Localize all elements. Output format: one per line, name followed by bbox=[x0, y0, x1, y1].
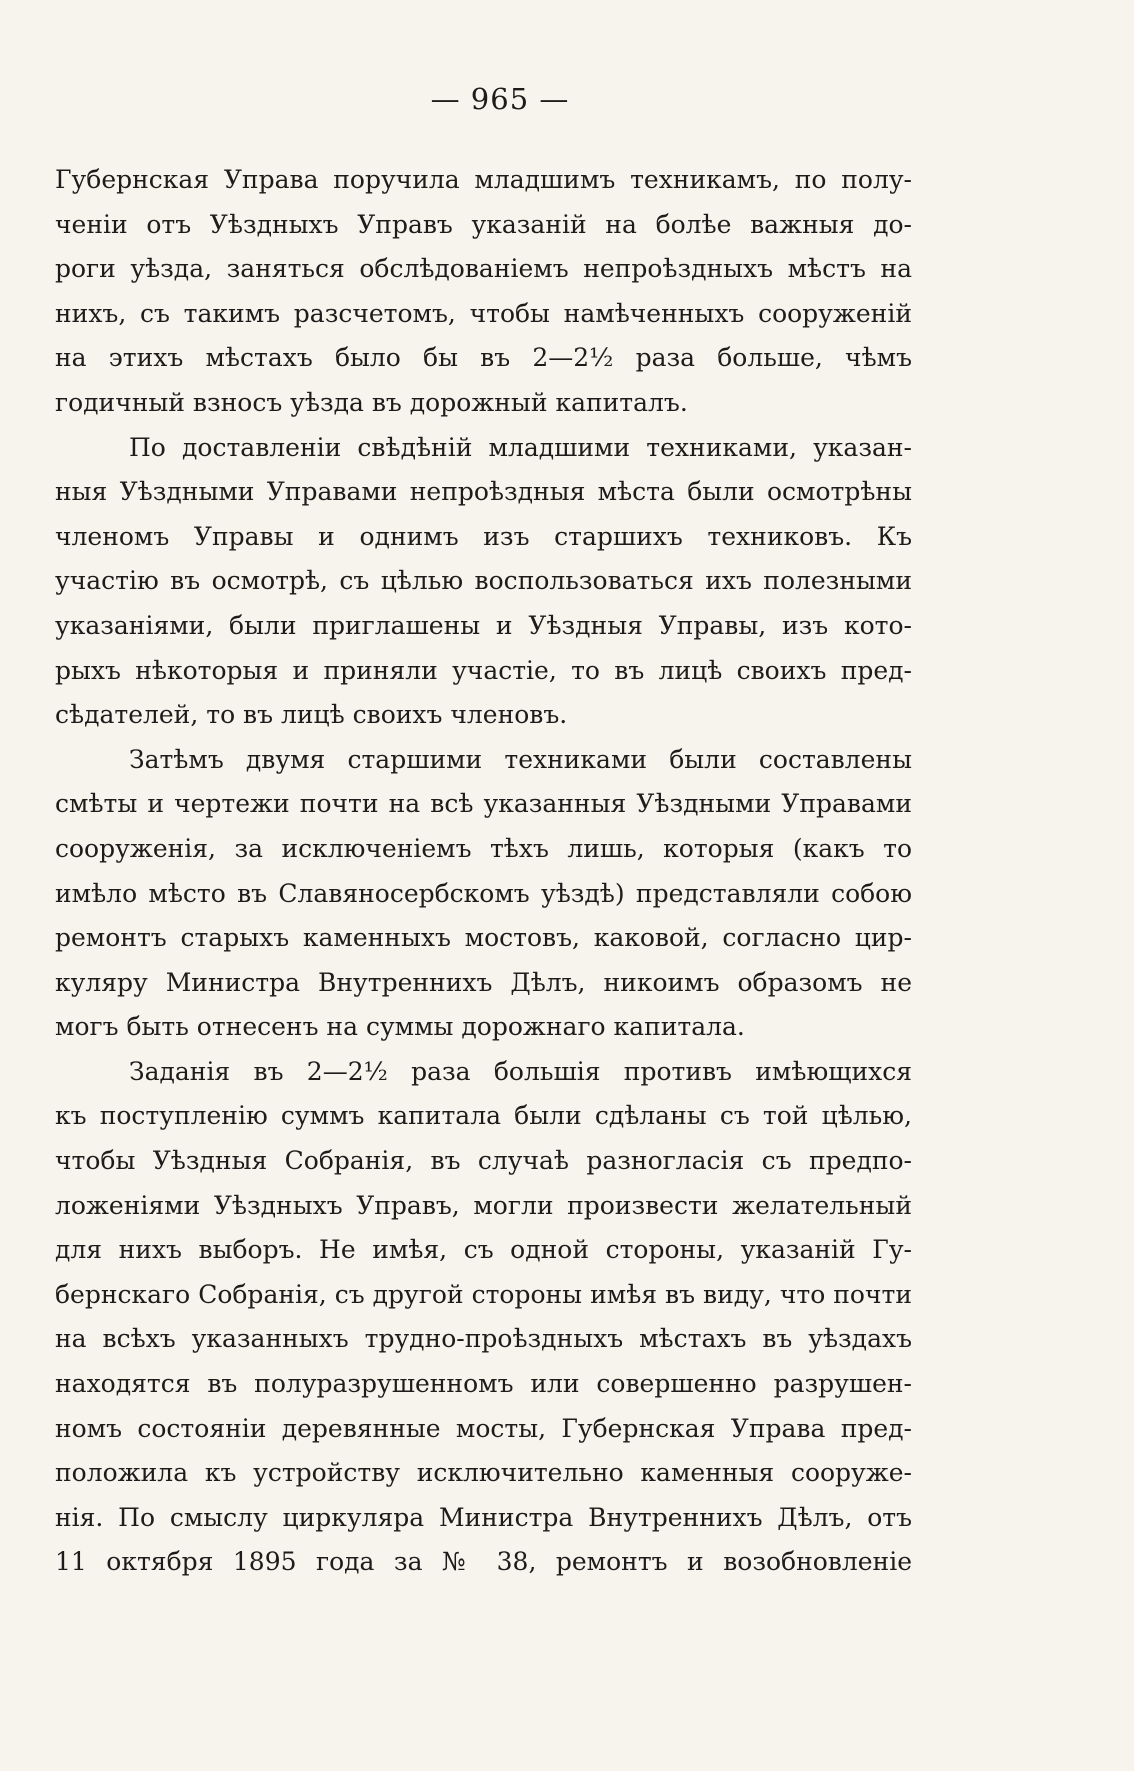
paragraph-start-line: По доставленіи свѣдѣній младшими техниками, указан- bbox=[129, 432, 912, 462]
page-number: — 965 — bbox=[430, 82, 570, 116]
text-line: къ поступленію суммъ капитала были сдѣланы съ той цѣлью, bbox=[55, 1101, 912, 1131]
text-line: на этихъ мѣстахъ было бы въ 2—2½ раза больше, чѣмъ bbox=[55, 343, 912, 373]
text-line: 11 октября 1895 года за № 38, ремонтъ и возобновленіе bbox=[55, 1547, 912, 1577]
text-line: на всѣхъ указанныхъ трудно-проѣздныхъ мѣстахъ въ уѣздахъ bbox=[55, 1324, 912, 1354]
text-line: ремонтъ старыхъ каменныхъ мостовъ, каковой, согласно цир- bbox=[55, 923, 912, 953]
text-line: имѣло мѣсто въ Славяносербскомъ уѣздѣ) представляли собою bbox=[55, 878, 912, 908]
text-line: находятся въ полуразрушенномъ или совершенно разрушен- bbox=[55, 1369, 912, 1399]
text-line: куляру Министра Внутреннихъ Дѣлъ, никоимъ образомъ не bbox=[55, 967, 912, 997]
text-line: ченіи отъ Уѣздныхъ Управъ указаній на болѣе важныя до- bbox=[55, 209, 912, 239]
text-line: смѣты и чертежи почти на всѣ указанныя Уѣздными Управами bbox=[55, 789, 912, 819]
text-line: ложеніями Уѣздныхъ Управъ, могли произвести желательный bbox=[55, 1190, 912, 1220]
text-line: бернскаго Собранія, съ другой стороны имѣя въ виду, что почти bbox=[55, 1279, 912, 1309]
text-line: членомъ Управы и однимъ изъ старшихъ техниковъ. Къ bbox=[55, 521, 912, 551]
paragraph-start-line: Затѣмъ двумя старшими техниками были составлены bbox=[129, 744, 912, 774]
text-line: рыхъ нѣкоторыя и приняли участіе, то въ лицѣ своихъ пред- bbox=[55, 655, 912, 685]
text-line: сооруженія, за исключеніемъ тѣхъ лишь, которыя (какъ то bbox=[55, 833, 912, 863]
text-line: ныя Уѣздными Управами непроѣздныя мѣста были осмотрѣны bbox=[55, 477, 912, 507]
text-line: для нихъ выборъ. Не имѣя, съ одной стороны, указаній Гу- bbox=[55, 1235, 912, 1265]
text-line: участію въ осмотрѣ, съ цѣлью воспользоваться ихъ полезными bbox=[55, 566, 912, 596]
text-line: чтобы Уѣздныя Собранія, въ случаѣ разногласія съ предпо- bbox=[55, 1146, 912, 1176]
text-line: годичный взносъ уѣзда въ дорожный капиталъ. bbox=[55, 387, 688, 417]
text-line: нихъ, съ такимъ разсчетомъ, чтобы намѣченныхъ сооруженій bbox=[55, 298, 912, 328]
text-line: положила къ устройству исключительно каменныя сооруже- bbox=[55, 1458, 912, 1488]
text-line: нія. По смыслу циркуляра Министра Внутреннихъ Дѣлъ, отъ bbox=[55, 1502, 912, 1532]
text-line: указаніями, были приглашены и Уѣздныя Управы, изъ кото- bbox=[55, 610, 912, 640]
text-line: роги уѣзда, заняться обслѣдованіемъ непроѣздныхъ мѣстъ на bbox=[55, 254, 912, 284]
text-line: номъ состояніи деревянные мосты, Губернская Управа пред- bbox=[55, 1413, 912, 1443]
text-line: сѣдателей, то въ лицѣ своихъ членовъ. bbox=[55, 700, 568, 730]
paragraph-start-line: Заданія въ 2—2½ раза большія противъ имѣющихся bbox=[129, 1056, 912, 1086]
body-text bbox=[55, 158, 912, 1585]
text-line: Губернская Управа поручила младшимъ техникамъ, по полу- bbox=[55, 165, 912, 194]
text-line: могъ быть отнесенъ на суммы дорожнаго капитала. bbox=[55, 1012, 745, 1042]
